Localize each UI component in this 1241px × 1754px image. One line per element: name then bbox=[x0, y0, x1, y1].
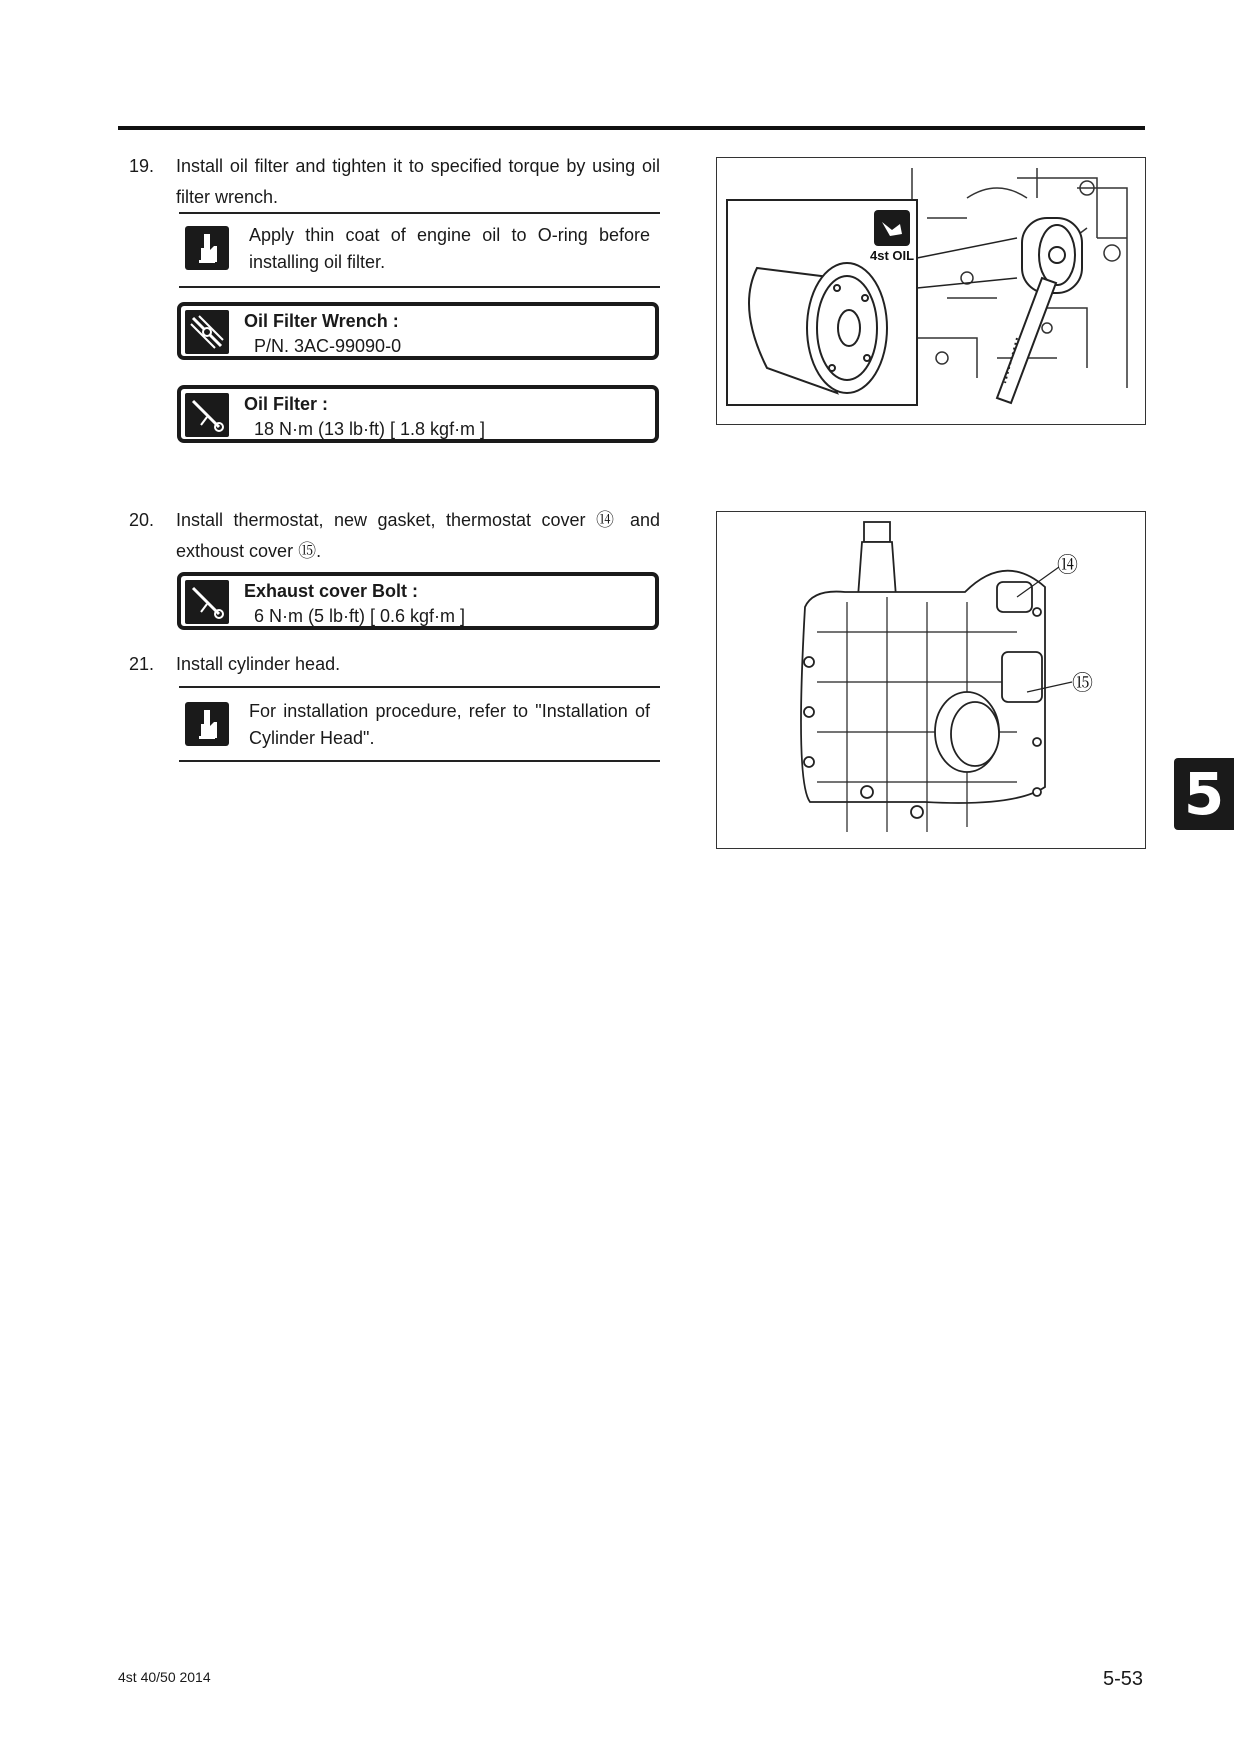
spec-box-oil-filter bbox=[177, 385, 659, 443]
spec-box-oil-filter-wrench bbox=[177, 302, 659, 360]
torque-wrench-icon bbox=[185, 580, 229, 624]
step-text: Install oil filter and tighten it to specified torque by using oil filter wrench. bbox=[176, 156, 660, 207]
torque-wrench-icon bbox=[185, 393, 229, 437]
step-number: 20. bbox=[129, 510, 155, 530]
oil-can-icon bbox=[874, 210, 910, 246]
step-number: 21. bbox=[129, 654, 155, 674]
note-text: For installation procedure, refer to "Installation of Cylinder Head". bbox=[249, 701, 650, 748]
step-text: Install cylinder head. bbox=[176, 654, 341, 674]
spec-box-exhaust-cover-bolt bbox=[177, 572, 659, 630]
spec-value: 18 N·m (13 lb·ft) [ 1.8 kgf·m ] bbox=[254, 419, 486, 439]
hand-pointer-icon bbox=[185, 226, 229, 270]
callout-ref: ⑭ bbox=[596, 510, 620, 530]
engine-block-illustration bbox=[716, 511, 1146, 849]
callout-15: ⑮ bbox=[1072, 672, 1093, 695]
note-box bbox=[179, 212, 660, 288]
chapter-tab: 5 bbox=[1174, 758, 1234, 830]
step-number: 19. bbox=[129, 156, 155, 176]
note-box bbox=[179, 686, 660, 762]
oil-filter-illustration bbox=[716, 157, 1146, 425]
page-number: 5-53 bbox=[1103, 1668, 1144, 1690]
hand-pointer-icon bbox=[185, 702, 229, 746]
header-rule bbox=[118, 126, 1145, 130]
callout-ref: ⑮ bbox=[298, 541, 317, 561]
spec-value: 6 N·m (5 lb·ft) [ 0.6 kgf·m ] bbox=[254, 606, 466, 626]
special-tool-icon bbox=[185, 310, 229, 354]
note-text: Apply thin coat of engine oil to O-ring before installing oil filter. bbox=[249, 225, 650, 272]
spec-value: P/N. 3AC-99090-0 bbox=[254, 336, 402, 356]
spec-title: Oil Filter : bbox=[244, 394, 329, 414]
step-text: Install thermostat, new gasket, thermostat cover ⑭ and exthoust cover ⑮. bbox=[176, 510, 661, 561]
callout-14: ⑭ bbox=[1057, 554, 1078, 577]
spec-title: Oil Filter Wrench : bbox=[244, 311, 399, 331]
footer-model-year: 4st 40/50 2014 bbox=[118, 1669, 211, 1685]
spec-title: Exhaust cover Bolt : bbox=[244, 581, 419, 601]
oil-badge-label: 4st OIL bbox=[870, 248, 915, 263]
